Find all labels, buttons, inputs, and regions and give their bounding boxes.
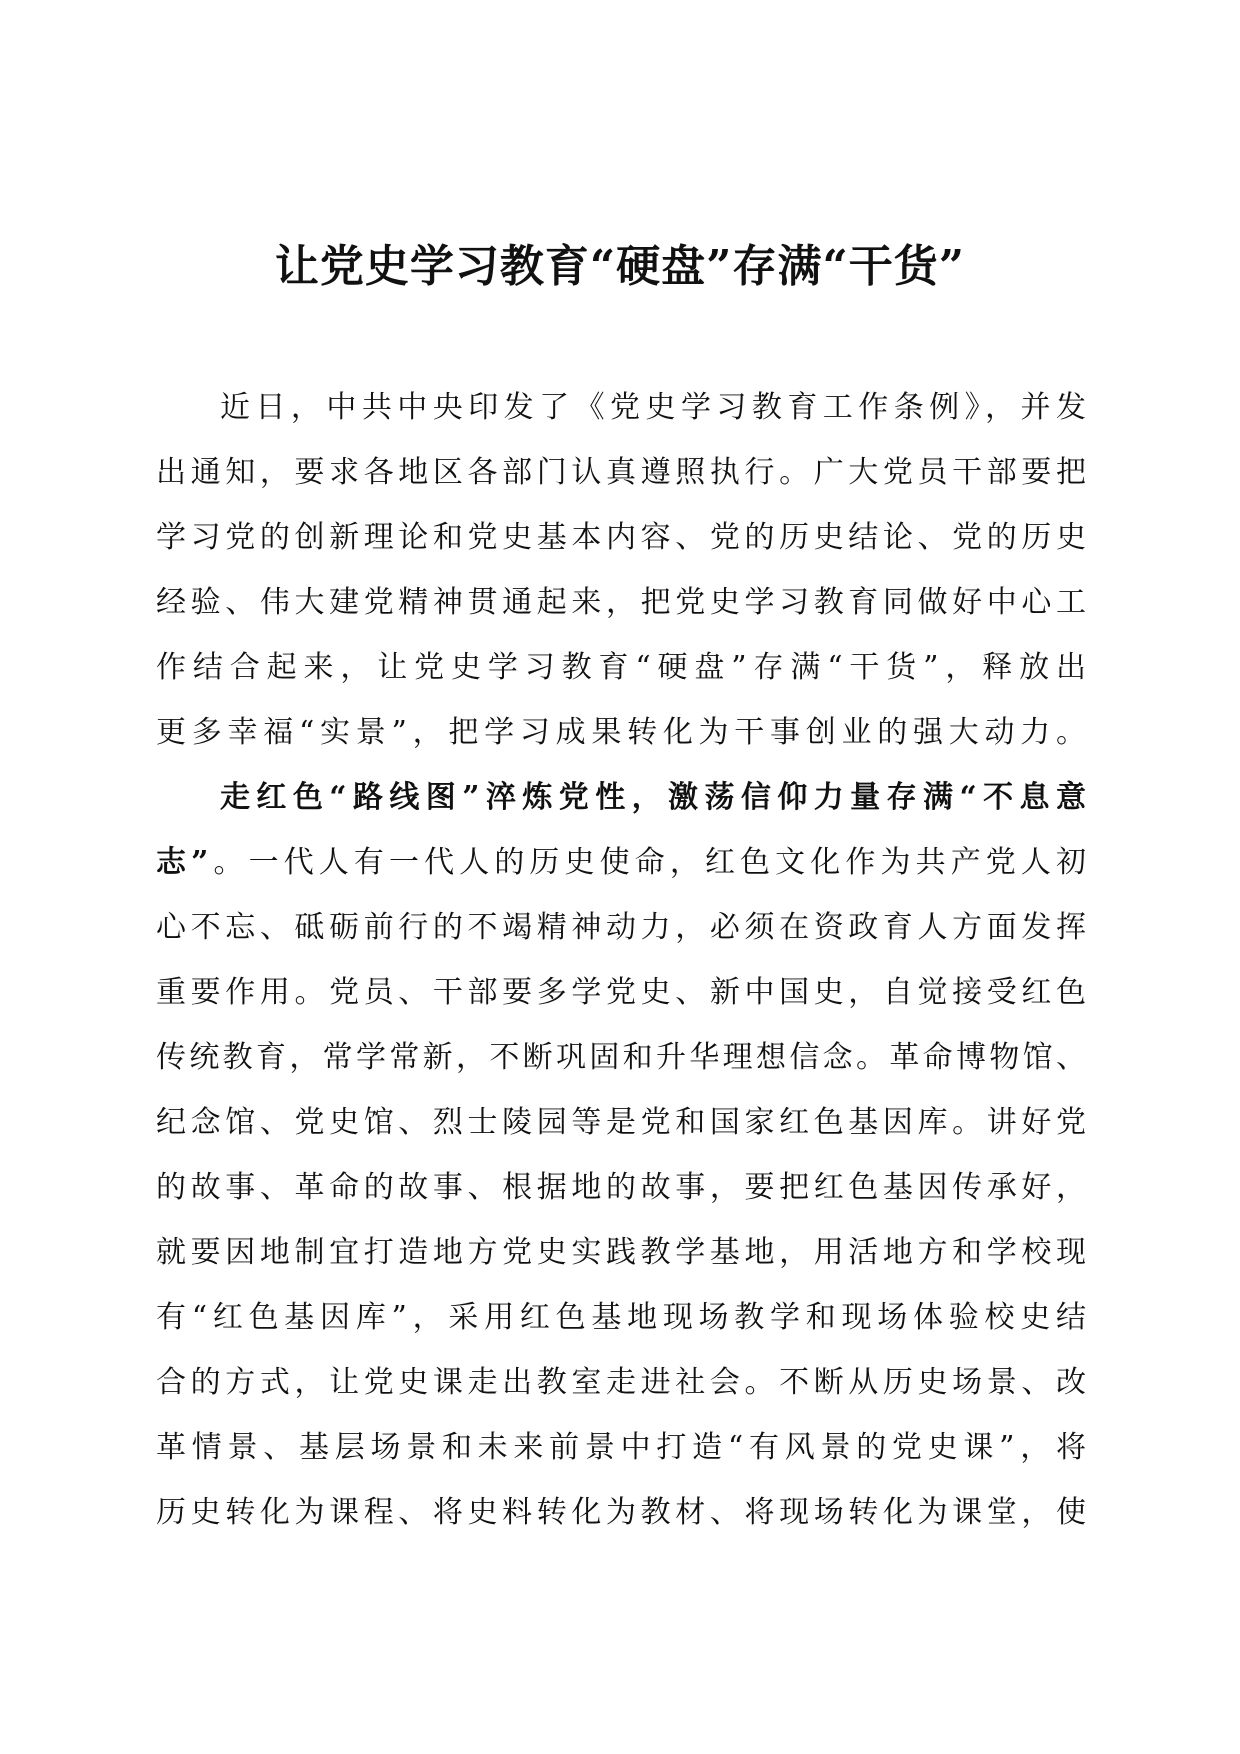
paragraph-line: 重要作用。党员、干部要多学党史、新中国史，自觉接受红色 bbox=[156, 975, 1086, 1010]
paragraph-line: 更多幸福“实景”，把学习成果转化为干事创业的强大动力。 bbox=[156, 715, 1086, 750]
paragraph-line: 出通知，要求各地区各部门认真遵照执行。广大党员干部要把 bbox=[156, 455, 1086, 490]
paragraph-line: 作结合起来，让党史学习教育“硬盘”存满“干货”，释放出 bbox=[156, 650, 1086, 685]
paragraph-line: 合的方式，让党史课走出教室走进社会。不断从历史场景、改 bbox=[156, 1365, 1086, 1400]
paragraph-line bbox=[156, 830, 1086, 895]
paragraph-line: 近日，中共中央印发了《党史学习教育工作条例》，并发 bbox=[220, 390, 1086, 425]
document-title: 让党史学习教育“硬盘”存满“干货” bbox=[274, 241, 966, 292]
paragraph-line: 心不忘、砥砺前行的不竭精神动力，必须在资政育人方面发挥 bbox=[156, 910, 1086, 945]
document-body bbox=[156, 375, 1086, 1545]
paragraph-line: 就要因地制宜打造地方党史实践教学基地，用活地方和学校现 bbox=[156, 1235, 1086, 1270]
paragraph-line: 的故事、革命的故事、根据地的故事，要把红色基因传承好， bbox=[156, 1170, 1086, 1205]
paragraph-line: 历史转化为课程、将史料转化为教材、将现场转化为课堂，使 bbox=[156, 1495, 1086, 1530]
paragraph-line: 传统教育，常学常新，不断巩固和升华理想信念。革命博物馆、 bbox=[156, 1040, 1086, 1075]
paragraph-line-rest: 。一代人有一代人的历史使命，红色文化作为共产党人初 bbox=[208, 845, 1087, 880]
paragraph-line: 纪念馆、党史馆、烈士陵园等是党和国家红色基因库。讲好党 bbox=[156, 1105, 1086, 1140]
paragraph-line: 学习党的创新理论和党史基本内容、党的历史结论、党的历史 bbox=[156, 520, 1086, 555]
paragraph-line: 有“红色基因库”，采用红色基地现场教学和现场体验校史结 bbox=[156, 1300, 1086, 1335]
paragraph-line: 革情景、基层场景和未来前景中打造“有风景的党史课”，将 bbox=[156, 1430, 1086, 1465]
paragraph-line: 经验、伟大建党精神贯通起来，把党史学习教育同做好中心工 bbox=[156, 585, 1086, 620]
section-heading-line: 走红色“路线图”淬炼党性，激荡信仰力量存满“不息意 bbox=[220, 780, 1086, 815]
section-heading-end: 志” bbox=[156, 845, 209, 880]
